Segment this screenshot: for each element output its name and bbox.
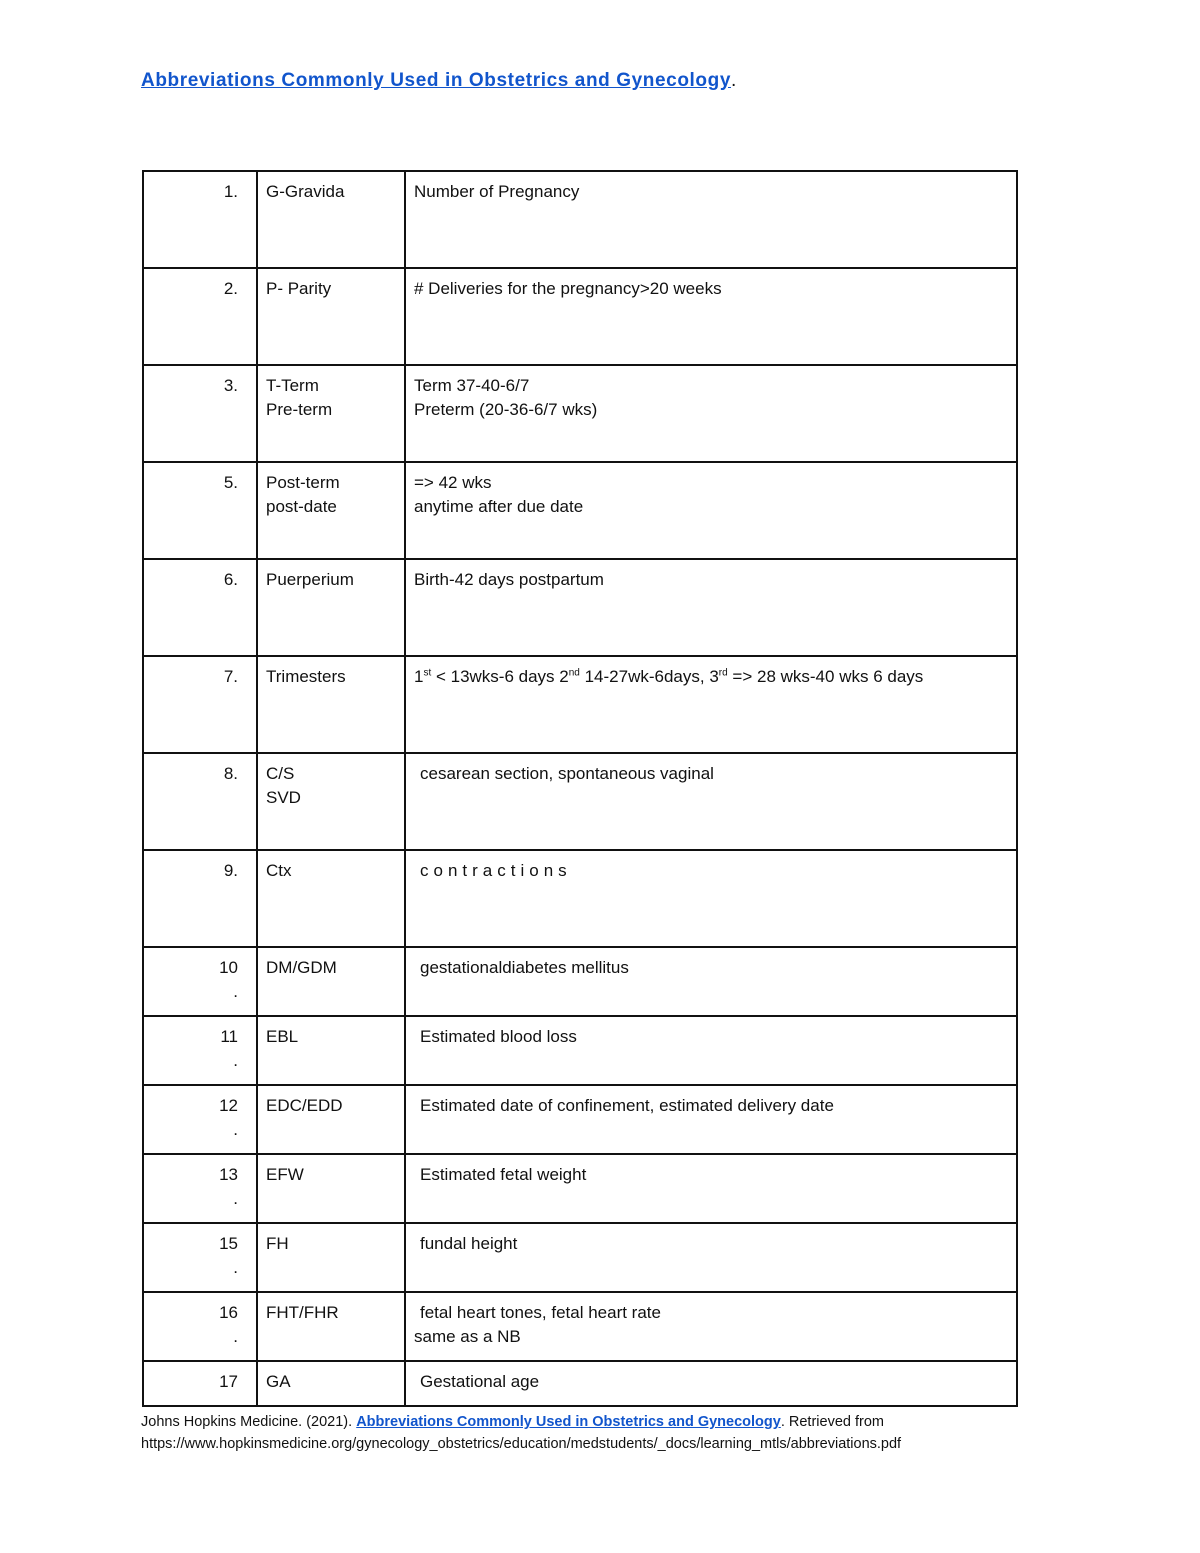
abbreviation-cell: EDC/EDD xyxy=(257,1085,405,1154)
abbreviation-cell: FH xyxy=(257,1223,405,1292)
meaning-cell: contractions xyxy=(405,850,1017,947)
row-number: 5. xyxy=(143,462,257,559)
citation-url[interactable]: https://www.hopkinsmedicine.org/gynecology_obstetrics/education/medstudents/_docs/learning_mtls/abbreviations.pdf xyxy=(141,1436,902,1452)
abbreviation-cell: C/S SVD xyxy=(257,753,405,850)
row-number: 9. xyxy=(143,850,257,947)
row-number: 6. xyxy=(143,559,257,656)
meaning-cell: Number of Pregnancy xyxy=(405,171,1017,268)
table-row xyxy=(143,656,1017,753)
row-number: 8. xyxy=(143,753,257,850)
abbreviation-cell: Post-term post-date xyxy=(257,462,405,559)
table-row xyxy=(143,947,1017,1016)
abbreviation-cell: EBL xyxy=(257,1016,405,1085)
row-number: 10 . xyxy=(143,947,257,1016)
table-row xyxy=(143,1085,1017,1154)
table-row xyxy=(143,1154,1017,1223)
row-number: 16 . xyxy=(143,1292,257,1361)
citation-footer xyxy=(141,1411,901,1455)
abbreviation-cell: GA xyxy=(257,1361,405,1406)
meaning-cell xyxy=(405,656,1017,753)
meaning-cell: Estimated blood loss xyxy=(405,1016,1017,1085)
citation-line: Johns Hopkins Medicine. (2021). Abbreviations Commonly Used in Obstetrics and Gynecology. Retrieved from xyxy=(141,1414,884,1430)
table-row xyxy=(143,462,1017,559)
meaning-cell: Term 37-40-6/7 Preterm (20-36-6/7 wks) xyxy=(405,365,1017,462)
table-row xyxy=(143,1292,1017,1361)
table-row xyxy=(143,559,1017,656)
table-row xyxy=(143,753,1017,850)
meaning-cell: # Deliveries for the pregnancy>20 weeks xyxy=(405,268,1017,365)
title-period: . xyxy=(731,70,737,91)
table-row xyxy=(143,1223,1017,1292)
row-number: 12 . xyxy=(143,1085,257,1154)
meaning-cell: => 42 wks anytime after due date xyxy=(405,462,1017,559)
citation-link[interactable]: Abbreviations Commonly Used in Obstetrics and Gynecology xyxy=(356,1414,781,1430)
title-link[interactable]: Abbreviations Commonly Used in Obstetrics and Gynecology xyxy=(141,70,731,91)
row-number: 15 . xyxy=(143,1223,257,1292)
abbreviation-cell: FHT/FHR xyxy=(257,1292,405,1361)
table-row xyxy=(143,365,1017,462)
row-number: 17 xyxy=(143,1361,257,1406)
row-number: 3. xyxy=(143,365,257,462)
row-number: 13 . xyxy=(143,1154,257,1223)
table-row xyxy=(143,268,1017,365)
row-number: 11 . xyxy=(143,1016,257,1085)
abbreviation-cell: T-Term Pre-term xyxy=(257,365,405,462)
row-number: 1. xyxy=(143,171,257,268)
abbreviation-cell: G-Gravida xyxy=(257,171,405,268)
table-row xyxy=(143,850,1017,947)
meaning-cell: gestationaldiabetes mellitus xyxy=(405,947,1017,1016)
meaning-cell: Birth-42 days postpartum xyxy=(405,559,1017,656)
table-row xyxy=(143,171,1017,268)
abbreviation-cell: Puerperium xyxy=(257,559,405,656)
meaning-cell: fetal heart tones, fetal heart rate same as a NB xyxy=(405,1292,1017,1361)
abbreviation-cell: DM/GDM xyxy=(257,947,405,1016)
row-number: 2. xyxy=(143,268,257,365)
table-row xyxy=(143,1361,1017,1406)
abbreviation-cell: EFW xyxy=(257,1154,405,1223)
trimesters-meaning: 1st < 13wks-6 days 2nd 14-27wk-6days, 3rd => 28 wks-40 wks 6 days xyxy=(414,667,924,686)
abbreviation-cell: Ctx xyxy=(257,850,405,947)
meaning-cell: Gestational age xyxy=(405,1361,1017,1406)
meaning-cell: cesarean section, spontaneous vaginal xyxy=(405,753,1017,850)
abbreviation-cell: Trimesters xyxy=(257,656,405,753)
page-title xyxy=(141,70,737,92)
table-row xyxy=(143,1016,1017,1085)
abbreviation-cell: P- Parity xyxy=(257,268,405,365)
meaning-cell: Estimated date of confinement, estimated delivery date xyxy=(405,1085,1017,1154)
meaning-cell: fundal height xyxy=(405,1223,1017,1292)
meaning-cell: Estimated fetal weight xyxy=(405,1154,1017,1223)
abbreviations-table xyxy=(142,170,1018,1407)
row-number: 7. xyxy=(143,656,257,753)
